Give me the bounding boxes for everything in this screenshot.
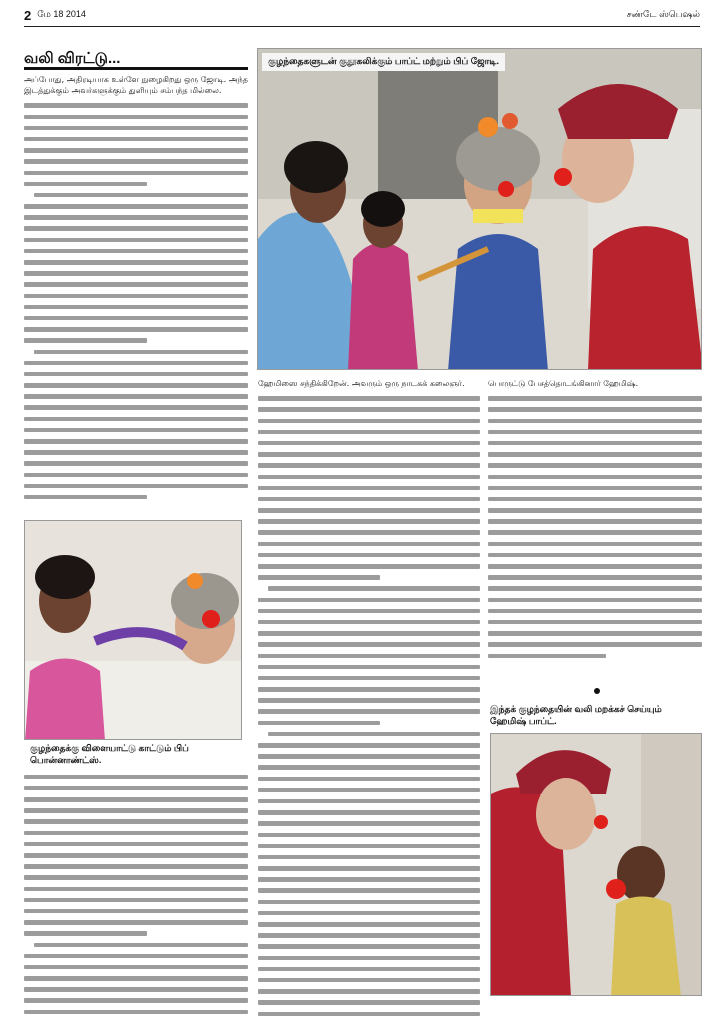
- main-photo: [257, 48, 702, 370]
- article-headline: வலி விரட்டு...: [24, 50, 121, 67]
- column-4-paragraph: பொருட்டு பேசத்தொடங்கினார் ஹேமிஷ்.: [488, 379, 639, 388]
- clown-with-girl-illustration: [25, 521, 242, 740]
- headline-rule: [24, 67, 248, 70]
- left-photo: [24, 520, 242, 740]
- left-photo-caption: குழந்தைக்கு விளையாட்டு காட்டும் பிப் பொன்னாண்ட்ஸ்.: [30, 743, 189, 765]
- end-bullet: [594, 688, 600, 694]
- article-column-3: [258, 378, 480, 1018]
- issue-date: மே 18 2014: [37, 9, 86, 19]
- article-column-2: [24, 768, 248, 1018]
- right-photo: [490, 733, 702, 996]
- clown-doctors-with-children-illustration: [258, 49, 702, 370]
- column-1-paragraph: அப்போது, அதிரடியாக உள்ளே நுழைகிறது ஒரு ஜோடி. அந்த இடத்துக்கும் அவர்களுக்கும் துளியும் சம்பந்த மில்லை.: [24, 75, 248, 96]
- section-name: சண்டே ஸ்பெஷல்: [626, 9, 700, 19]
- clown-with-child-illustration: [491, 734, 702, 996]
- page-number: 2: [24, 7, 32, 23]
- top-rule: [24, 26, 700, 27]
- article-column-4: [488, 378, 702, 683]
- main-photo-caption: குழந்தைகளுடன் குதூகலிக்கும் பாப்ட் மற்றும் பிப் ஜோடி.: [262, 53, 505, 71]
- right-photo-caption: இந்தக் குழந்தையின் வலி மறக்கச் செய்யும் ஹேமிஷ் பாப்ட்.: [490, 704, 662, 726]
- column-3-paragraph: ஹேமிஸை சந்திக்கிறேன். அவரும் ஒரு நாடகக் கலைஞர்.: [258, 379, 465, 388]
- masthead: [24, 6, 700, 24]
- article-column-1: [24, 74, 248, 514]
